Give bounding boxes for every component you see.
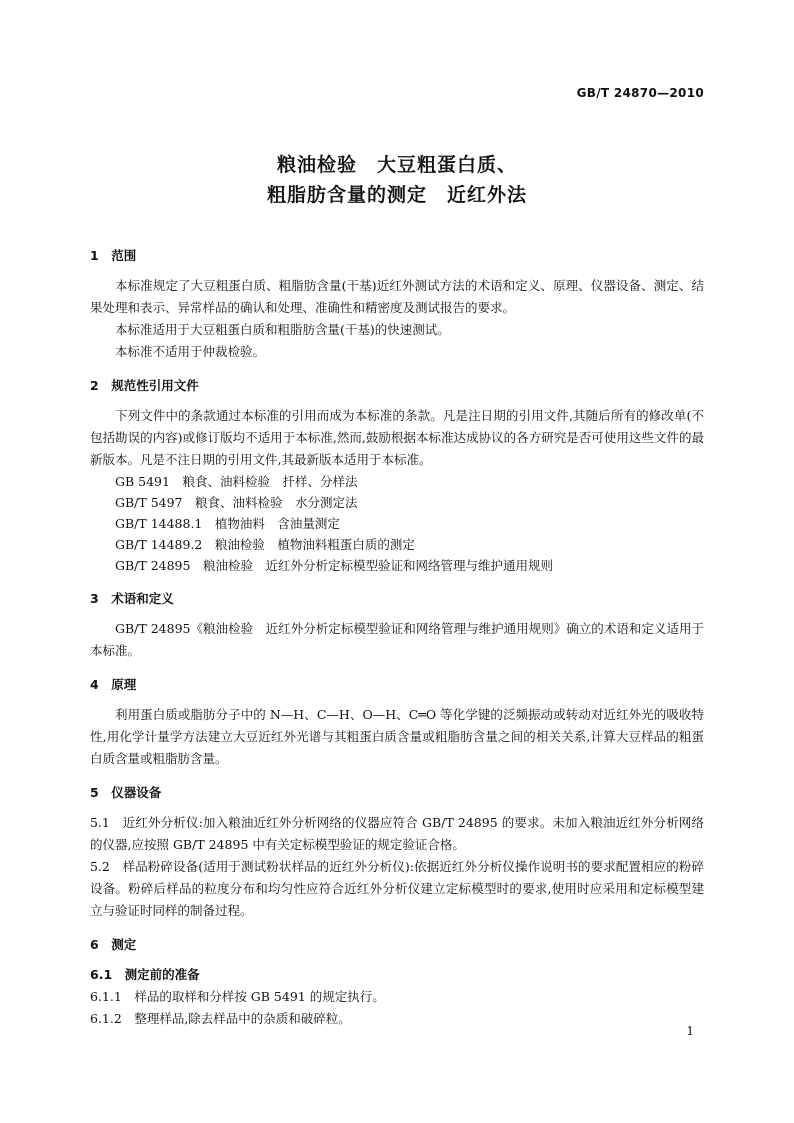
section-heading-apparatus: 5 仪器设备 (90, 785, 162, 800)
clause-number: 6.1.1 (90, 989, 135, 1004)
reference-item: GB/T 14488.1 植物油料 含油量测定 (115, 516, 340, 531)
title-line-2: 粗脂肪含量的测定 近红外法 (266, 184, 527, 206)
subsection-heading-preparation: 6.1 测定前的准备 (90, 967, 200, 982)
scope-paragraph-2: 本标准适用于大豆粗蛋白质和粗脂肪含量(干基)的快速测试。 (115, 322, 450, 337)
clause-number: 5.2 (90, 859, 123, 874)
clause-number: 6.1.2 (90, 1011, 135, 1026)
terms-paragraph: GB/T 24895《粮油检验 近红外分析定标模型验证和网络管理与维护通用规则》确立的术语和定义适用于本标准。 (90, 621, 704, 658)
clause-number: 5.1 (90, 815, 123, 830)
scope-paragraph-3: 本标准不适用于仲裁检验。 (115, 344, 266, 359)
reference-item: GB/T 14489.2 粮油检验 植物油料粗蛋白质的测定 (115, 537, 415, 552)
reference-item: GB/T 24895 粮油检验 近红外分析定标模型验证和网络管理与维护通用规则 (115, 558, 553, 573)
page-number: 1 (686, 1024, 694, 1038)
document-code: GB/T 24870—2010 (576, 86, 704, 100)
determination-item-6-1-1 (90, 986, 704, 1008)
apparatus-item-5-1 (90, 812, 704, 856)
section-heading-determination: 6 测定 (90, 937, 137, 952)
clause-text: 样品粉碎设备(适用于测试粉状样品的近红外分析仪):依据近红外分析仪操作说明书的要求配置相应的粉碎设备。粉碎后样品的粒度分布和均匀性应符合近红外分析仪建立定标模型时的要求,使用时应采用和定标模型建立与验证时同样的制备过程。 (90, 859, 704, 918)
page-title (0, 150, 794, 210)
reference-item: GB/T 5497 粮食、油料检验 水分测定法 (115, 495, 358, 510)
section-heading-principle: 4 原理 (90, 677, 137, 692)
title-line-1: 粮油检验 大豆粗蛋白质、 (276, 154, 517, 176)
section-heading-scope: 1 范围 (90, 248, 137, 263)
references-paragraph: 下列文件中的条款通过本标准的引用而成为本标准的条款。凡是注日期的引用文件,其随后所有的修改单(不包括勘误的内容)或修订版均不适用于本标准,然而,鼓励根据本标准达成协议的各方研究是否可使用这些文件的最新版本。凡是不注日期的引用文件,其最新版本适用于本标准。 (90, 408, 704, 467)
document-body (90, 245, 704, 1030)
section-heading-references: 2 规范性引用文件 (90, 378, 199, 393)
clause-text: 样品的取样和分样按 GB 5491 的规定执行。 (134, 989, 385, 1004)
apparatus-item-5-2 (90, 856, 704, 922)
reference-item: GB 5491 粮食、油料检验 扦样、分样法 (115, 474, 358, 489)
clause-text: 整理样品,除去样品中的杂质和破碎粒。 (134, 1011, 351, 1026)
scope-paragraph-1: 本标准规定了大豆粗蛋白质、粗脂肪含量(干基)近红外测试方法的术语和定义、原理、仪器设备、测定、结果处理和表示、异常样品的确认和处理、准确性和精密度及测试报告的要求。 (90, 278, 704, 315)
principle-paragraph: 利用蛋白质或脂肪分子中的 N—H、C—H、O—H、C═O 等化学键的泛频振动或转动对近红外光的吸收特性,用化学计量学方法建立大豆近红外光谱与其粗蛋白质含量或粗脂肪含量之间的相关关系,计算大豆样品的粗蛋白质含量或粗脂肪含量。 (90, 707, 704, 766)
clause-text: 近红外分析仪:加入粮油近红外分析网络的仪器应符合 GB/T 24895 的要求。未加入粮油近红外分析网络的仪器,应按照 GB/T 24895 中有关定标模型验证的规定验证合格。 (90, 815, 704, 852)
determination-item-6-1-2 (90, 1008, 704, 1030)
section-heading-terms: 3 术语和定义 (90, 591, 174, 606)
